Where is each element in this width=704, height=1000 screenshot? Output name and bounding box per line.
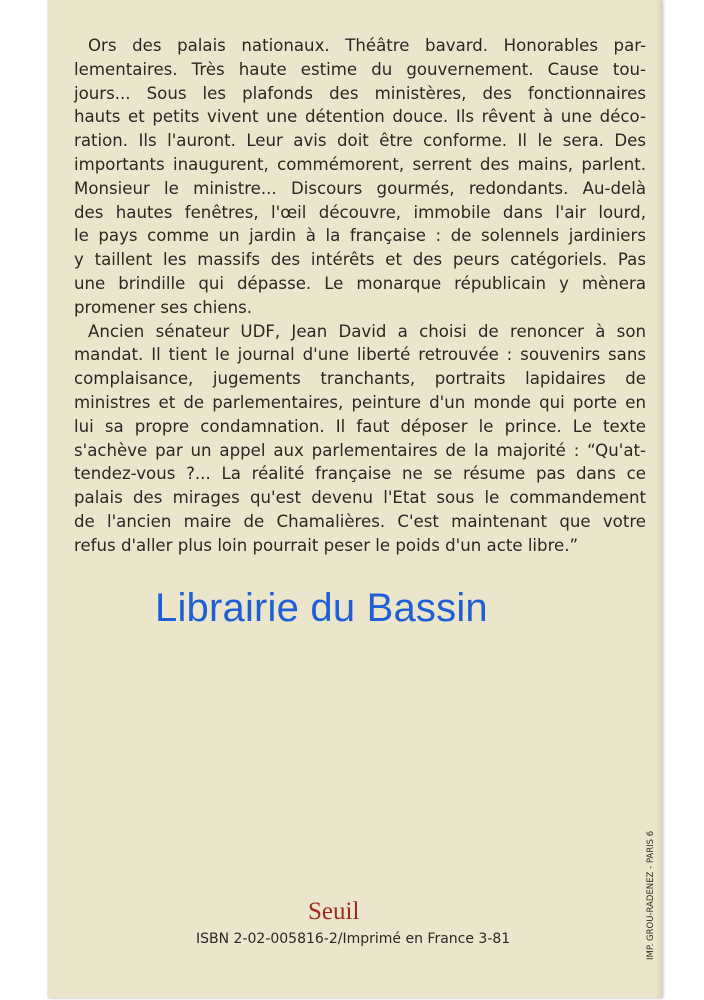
blurb-line: s'achève par un appel aux parlementaires de la majorité : “Qu'at- — [74, 440, 646, 460]
blurb-line: Monsieur le ministre... Discours gourmés, redondants. Au-delà — [74, 178, 646, 198]
cover-edge-shadow — [656, 0, 662, 998]
blurb-line: Ancien sénateur UDF, Jean David a choisi de renoncer à son — [88, 321, 646, 341]
blurb-line: promener ses chiens. — [74, 297, 253, 317]
blurb-line: complaisance, jugements tranchants, portraits lapidaires de — [74, 369, 646, 389]
blurb-line: ministres et de parlementaires, peinture d'un monde qui porte en — [74, 392, 646, 412]
back-cover-blurb — [74, 34, 646, 558]
blurb-line: palais des mirages qu'est devenu l'Etat sous le commandement — [74, 488, 646, 508]
publisher-logo: Seuil — [308, 898, 360, 925]
blurb-paragraph-2 — [74, 320, 646, 558]
blurb-line: tendez-vous ?... La réalité française ne se résume pas dans ce — [74, 464, 646, 484]
blurb-line: refus d'aller plus loin pourrait peser le poids d'un acte libre.” — [74, 535, 579, 555]
blurb-line: lementaires. Très haute estime du gouvernement. Cause tou- — [74, 59, 646, 79]
blurb-line: le pays comme un jardin à la française : de solennels jardiniers — [74, 226, 646, 246]
isbn-line: ISBN 2-02-005816-2/Imprimé en France 3-81 — [196, 931, 511, 947]
blurb-line: de l'ancien maire de Chamalières. C'est maintenant que votre — [74, 511, 646, 531]
blurb-line: hauts et petits vivent une détention douce. Ils rêvent à une déco- — [74, 107, 646, 127]
bookseller-watermark: Librairie du Bassin — [155, 586, 488, 630]
blurb-line: des hautes fenêtres, l'œil découvre, immobile dans l'air lourd, — [74, 202, 646, 222]
blurb-line: ration. Ils l'auront. Leur avis doit être conforme. Il le sera. Des — [74, 131, 646, 151]
blurb-paragraph-1 — [74, 34, 646, 320]
blurb-line: Ors des palais nationaux. Théâtre bavard. Honorables par- — [88, 36, 646, 55]
blurb-line: mandat. Il tient le journal d'une liberté retrouvée : souvenirs sans — [74, 345, 646, 365]
printer-imprint: IMP. GROU-RADENEZ - PARIS 6 — [646, 830, 656, 960]
blurb-line: importants inaugurent, commémorent, serrent des mains, parlent. — [74, 154, 646, 174]
blurb-line: y taillent les massifs des intérêts et des peurs catégoriels. Pas — [74, 250, 646, 270]
blurb-line: lui sa propre condamnation. Il faut déposer le prince. Le texte — [74, 416, 646, 436]
blurb-line: jours... Sous les plafonds des ministères, des fonctionnaires — [74, 83, 646, 103]
blurb-line: une brindille qui dépasse. Le monarque républicain y mènera — [74, 273, 646, 293]
